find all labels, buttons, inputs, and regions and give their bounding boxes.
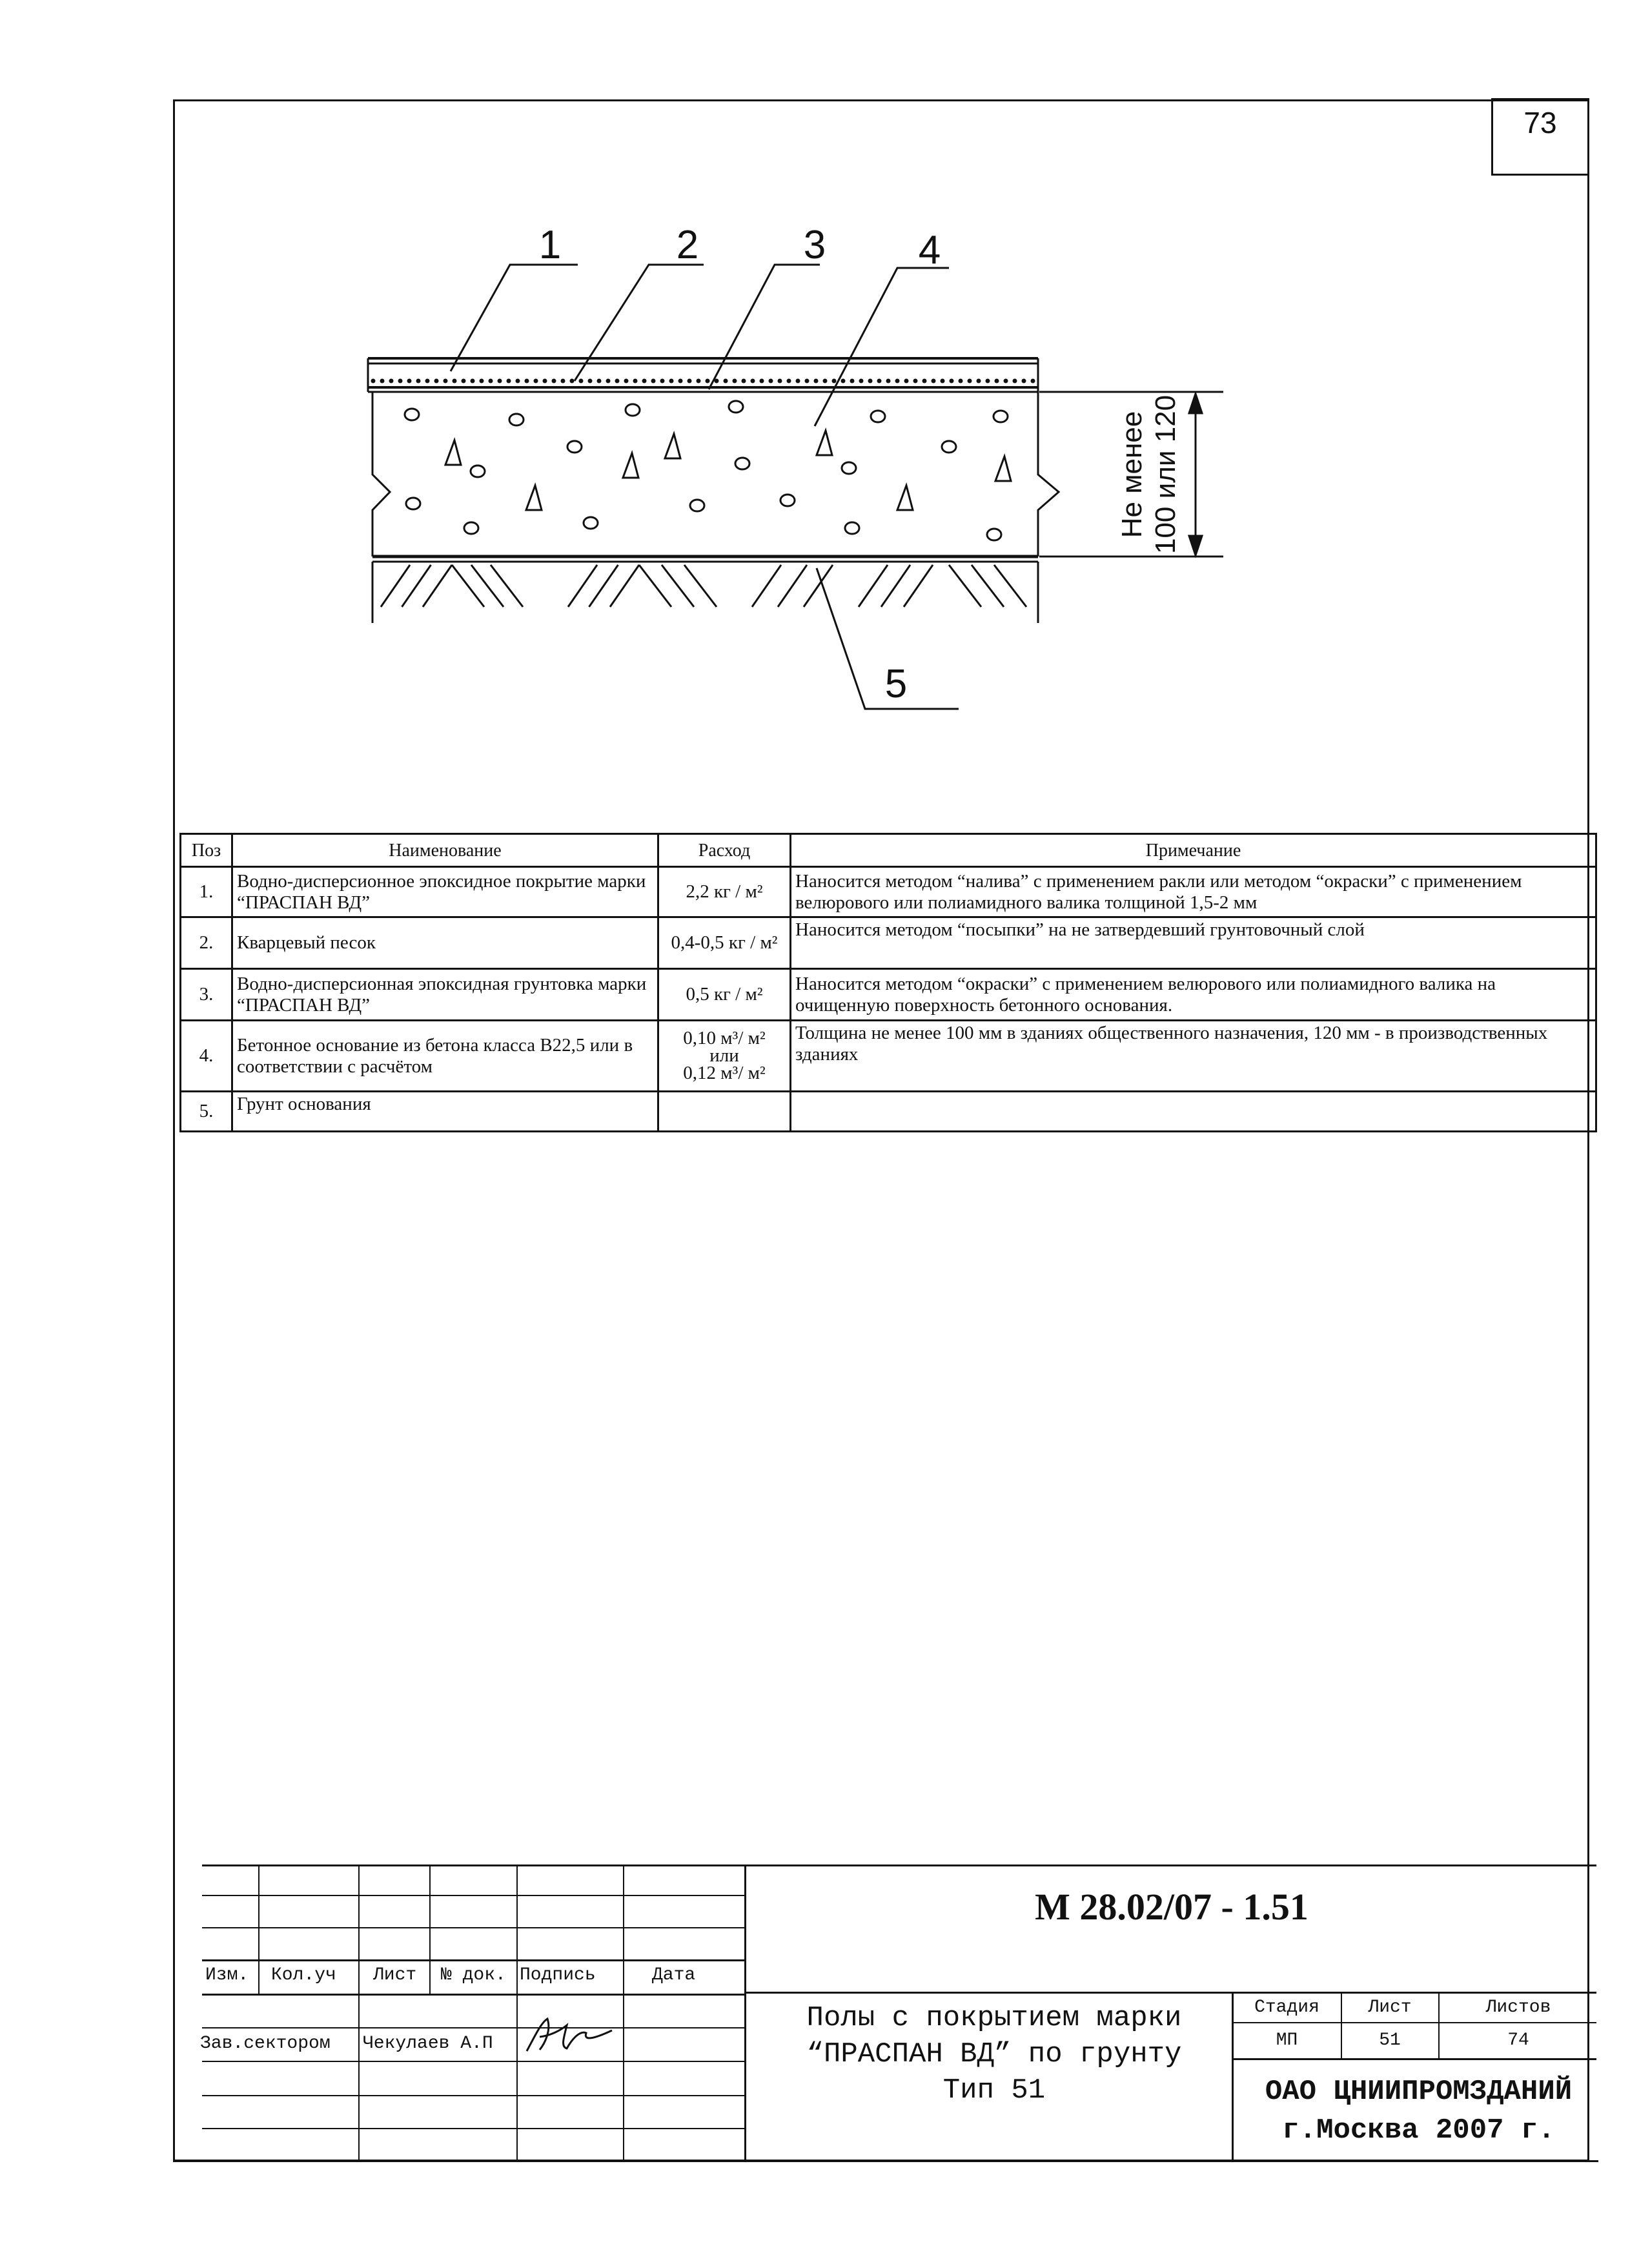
page-number: 73 [1491,98,1589,176]
soil-hatch-line [904,565,933,607]
organization [1239,2072,1598,2150]
sand-grain [516,379,520,383]
aggregate-stone [623,453,638,478]
sand-grain [968,379,972,383]
row-note: Наносится методом “налива” с применением ракли или методом “окраски” с применением велюрового или полиамидного валика толщиной 1,5-2 мм [791,867,1596,917]
table-row [181,867,1596,917]
sand-grain [480,379,484,383]
sand-grain [886,379,891,383]
table-row [181,969,1596,1021]
soil-hatching [372,562,1038,623]
callout-3: 3 [803,223,826,267]
row-pos: 2. [181,917,232,969]
sand-grain [1031,379,1035,383]
row-consumption [658,1021,791,1092]
callout-4: 4 [918,228,941,272]
sheet-frame-bottom-extension [173,2160,1598,2162]
title-line: “ПРАСПАН ВД” по грунту [806,2038,1182,2070]
soil-hatch-line [778,565,807,607]
sand-grain [1004,379,1008,383]
sand-grain [995,379,999,383]
header-name: Наименование [232,834,658,867]
callout-2: 2 [676,223,699,267]
aggregate-pebble [987,529,1001,540]
sand-grain [651,379,656,383]
document-code: М 28.02/07 - 1.51 [1035,1886,1309,1928]
header-list: Лист [373,1965,417,1985]
aggregate-pebble [584,517,598,529]
sand-grain [706,379,710,383]
aggregate-stone [897,485,913,510]
sheets-header: Листов [1485,1997,1551,2018]
aggregate-pebble [567,441,582,453]
callout-3-leader [709,265,820,389]
aggregate-pebble [626,404,640,416]
sand-grain [615,379,620,383]
sand-grain [913,379,918,383]
handwritten-signature [522,2011,618,2059]
sand-grain [977,379,981,383]
sand-grain [850,379,855,383]
sand-grain [543,379,547,383]
stage-header: Стадия [1254,1997,1319,2018]
sand-grain [642,379,647,383]
layer-specification-table [179,833,1597,1132]
sand-grain [877,379,882,383]
sand-grain [489,379,493,383]
table-row [181,1021,1596,1092]
soil-hatch-line [752,565,781,607]
drawing-title [749,2000,1239,2109]
sand-grain [434,379,439,383]
row-note [791,1092,1596,1132]
sand-grain [932,379,936,383]
row-consumption [658,1092,791,1132]
sand-grain [859,379,864,383]
sand-grain [561,379,565,383]
sand-grain [443,379,448,383]
org-city-year: г.Москва 2007 г. [1282,2114,1555,2147]
title-line: Полы с покрытием марки [806,2002,1182,2034]
sand-grain [941,379,945,383]
sand-grain [1022,379,1026,383]
sand-grain [760,379,764,383]
floor-section-drawing [0,0,1650,807]
row-name: Кварцевый песок [232,917,658,969]
title-block-code-divider [744,1992,1596,1994]
table-row [181,917,1596,969]
sand-grain [805,379,810,383]
row-name: Грунт основания [232,1092,658,1132]
soil-hatch-line [881,565,910,607]
sand-grain [787,379,791,383]
soil-hatch-line [452,565,484,607]
sand-grain [904,379,909,383]
title-line: Тип 51 [942,2074,1046,2107]
callout-5: 5 [884,662,908,706]
sand-grain [895,379,900,383]
header-signature: Подпись [520,1965,596,1985]
row-pos: 5. [181,1092,232,1132]
header-doc-no: № док. [441,1965,506,1985]
row-pos: 4. [181,1021,232,1092]
sand-grain [796,379,800,383]
aggregate-stone [665,434,680,458]
sand-grain [380,379,385,383]
row-consumption: 2,2 кг / м² [658,867,791,917]
sand-grain [624,379,629,383]
callout-4-leader [815,268,949,426]
signer-role: Зав.сектором [200,2034,331,2054]
header-izm: Изм. [205,1965,249,1985]
sand-grain [525,379,529,383]
sand-grain [588,379,593,383]
sand-grain [742,379,746,383]
sand-grain [950,379,954,383]
consumption-line: или [709,1045,739,1066]
sand-grain [462,379,466,383]
sand-grain [425,379,430,383]
dimension-label-line2: 100 или 120 [1150,394,1181,555]
aggregate-pebble [405,409,419,420]
sand-grain [579,379,584,383]
aggregate-pebble [942,441,956,453]
sand-grain [688,379,692,383]
sand-grain [570,379,575,383]
aggregate-stone [445,440,461,465]
sand-grain [471,379,475,383]
slab-right-break [1038,392,1059,557]
aggregate-pebble [845,522,859,534]
sand-grain [1013,379,1017,383]
aggregate-stone [526,485,542,510]
sand-grain [697,379,701,383]
aggregate-pebble [993,411,1008,422]
row-consumption: 0,5 кг / м² [658,969,791,1021]
title-block-top-border [202,1864,1596,1866]
aggregate-pebble [509,414,524,425]
consumption-line: 0,12 м³/ м² [683,1063,766,1083]
sand-grain [751,379,755,383]
table-header-row [181,834,1596,867]
header-kol-uch: Кол.уч [271,1965,336,1985]
row-name: Бетонное основание из бетона класса B22,5 или в соответствии с расчётом [232,1021,658,1092]
sheet-header: Лист [1368,1997,1412,2018]
sand-grain [986,379,990,383]
stage-value: МП [1276,2030,1298,2050]
title-block-divider [744,1864,746,2161]
sand-grain [678,379,683,383]
sand-grain [733,379,737,383]
sheets-value: 74 [1507,2030,1529,2050]
aggregate-pebble [464,522,478,534]
sand-grain [832,379,837,383]
sand-grain [552,379,556,383]
aggregate-pebble [735,458,749,469]
signer-name: Чекулаев А.П [363,2034,493,2054]
aggregate-pebble [406,498,420,509]
quartz-sand-layer [371,379,1035,383]
consumption-line: 0,10 м³/ м² [683,1028,766,1048]
row-note: Наносится методом “окраски” с применением велюрового или полиамидного валика на очищенную поверхность бетонного основания. [791,969,1596,1021]
soil-hatch-line [471,565,504,607]
sand-grain [769,379,773,383]
sand-grain [778,379,782,383]
aggregate-stone [817,431,832,455]
sand-grain [498,379,502,383]
aggregate-pebble [842,462,856,474]
row-note: Толщина не менее 100 мм в зданиях общественного назначения, 120 мм - в производственных зданиях [791,1021,1596,1092]
row-consumption: 0,4-0,5 кг / м² [658,917,791,969]
row-pos: 1. [181,867,232,917]
sand-grain [724,379,728,383]
org-name: ОАО ЦНИИПРОМЗДАНИЙ [1265,2076,1573,2108]
sand-grain [389,379,394,383]
aggregate-pebble [690,500,704,511]
header-note: Примечание [791,834,1596,867]
soil-hatch-line [491,565,523,607]
row-pos: 3. [181,969,232,1021]
concrete-aggregate [405,401,1011,540]
sand-grain [715,379,719,383]
header-date: Дата [652,1965,696,1985]
sand-grain [669,379,674,383]
header-pos: Поз [181,834,232,867]
aggregate-pebble [729,401,743,413]
sand-grain [841,379,846,383]
row-name: Водно-дисперсионная эпоксидная грунтовка марки “ПРАСПАН ВД” [232,969,658,1021]
aggregate-pebble [780,495,795,506]
header-consumption: Расход [658,834,791,867]
sand-grain [597,379,602,383]
sand-grain [507,379,511,383]
callout-1-leader [451,265,578,371]
aggregate-stone [995,456,1011,481]
sand-grain [416,379,421,383]
sand-grain [453,379,457,383]
aggregate-pebble [871,411,885,422]
sand-grain [606,379,611,383]
sand-grain [823,379,828,383]
sand-grain [407,379,412,383]
soil-hatch-line [859,565,888,607]
aggregate-pebble [471,465,485,477]
sand-grain [534,379,538,383]
sand-grain [922,379,927,383]
table-row [181,1092,1596,1132]
dimension-label-line1: Не менее [1116,411,1148,538]
sand-grain [868,379,873,383]
row-name: Водно-дисперсионное эпоксидное покрытие марки “ПРАСПАН ВД” [232,867,658,917]
sand-grain [814,379,819,383]
sheet-value: 51 [1379,2030,1401,2050]
sand-grain [633,379,638,383]
sand-grain [959,379,963,383]
sand-grain [660,379,665,383]
slab-left-break [372,392,390,557]
callout-1: 1 [538,223,562,267]
sand-grain [398,379,403,383]
sand-grain [371,379,376,383]
row-note: Наносится методом “посыпки” на не затвердевший грунтовочный слой [791,917,1596,969]
